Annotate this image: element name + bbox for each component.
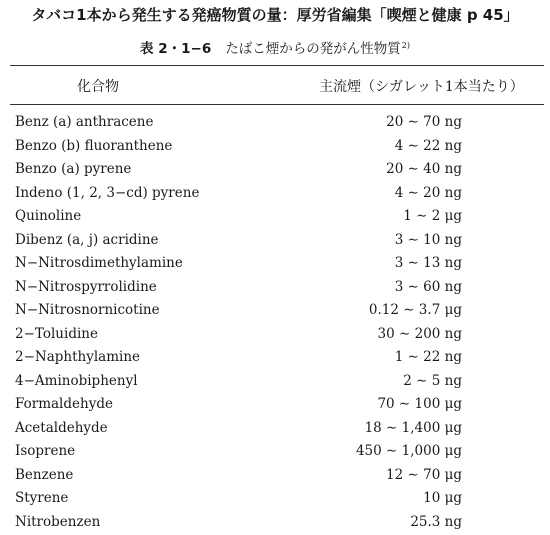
mainstream-smoke-amount: 0.12 ∼ 3.7 μg [300, 302, 462, 318]
mainstream-smoke-amount: 4 ∼ 22 ng [300, 138, 462, 154]
table-row [0, 253, 550, 277]
compound-name: Benzo (a) pyrene [15, 161, 131, 177]
table-row [0, 230, 550, 254]
table-header-rule [10, 104, 544, 105]
table-row [0, 324, 550, 348]
column-header-mainstream-smoke: 主流煙（シガレット1本当たり） [319, 76, 524, 96]
compound-name: Nitrobenzen [15, 514, 100, 530]
compound-name: N−Nitrosnornicotine [15, 302, 160, 318]
table-label: 表 2・1−6 [140, 41, 211, 57]
mainstream-smoke-amount: 450 ∼ 1,000 μg [300, 443, 462, 459]
table-body [0, 112, 550, 535]
mainstream-smoke-amount: 18 ∼ 1,400 μg [300, 420, 462, 436]
mainstream-smoke-amount: 2 ∼ 5 ng [300, 373, 462, 389]
mainstream-smoke-amount: 25.3 ng [300, 514, 462, 530]
table-row [0, 277, 550, 301]
table-row [0, 159, 550, 183]
table-title-note: 2) [402, 41, 410, 50]
table-caption [0, 37, 550, 57]
table-row [0, 441, 550, 465]
mainstream-smoke-amount: 12 ∼ 70 μg [300, 467, 462, 483]
compound-name: N−Nitrospyrrolidine [15, 279, 157, 295]
compound-name: Dibenz (a, j) acridine [15, 232, 159, 248]
compound-name: Benz (a) anthracene [15, 114, 153, 130]
mainstream-smoke-amount: 3 ∼ 10 ng [300, 232, 462, 248]
mainstream-smoke-amount: 20 ∼ 40 ng [300, 161, 462, 177]
table-row [0, 512, 550, 535]
mainstream-smoke-amount: 1 ∼ 22 ng [300, 349, 462, 365]
table-row [0, 488, 550, 512]
compound-name: 4−Aminobiphenyl [15, 373, 138, 389]
mainstream-smoke-amount: 3 ∼ 60 ng [300, 279, 462, 295]
mainstream-smoke-amount: 70 ∼ 100 μg [300, 396, 462, 412]
table-row [0, 183, 550, 207]
compound-name: Benzene [15, 467, 73, 483]
compound-name: Isoprene [15, 443, 75, 459]
table-top-rule [10, 65, 544, 66]
mainstream-smoke-amount: 1 ∼ 2 μg [300, 208, 462, 224]
table-row [0, 206, 550, 230]
compound-name: Formaldehyde [15, 396, 113, 412]
mainstream-smoke-amount: 20 ∼ 70 ng [300, 114, 462, 130]
compound-name: N−Nitrosdimethylamine [15, 255, 183, 271]
table-row [0, 300, 550, 324]
table-row [0, 418, 550, 442]
compound-name: Styrene [15, 490, 68, 506]
compound-name: Quinoline [15, 208, 81, 224]
mainstream-smoke-amount: 30 ∼ 200 ng [300, 326, 462, 342]
table-row [0, 465, 550, 489]
table-row [0, 394, 550, 418]
table-row [0, 136, 550, 160]
table-row [0, 371, 550, 395]
table-row [0, 112, 550, 136]
compound-name: 2−Naphthylamine [15, 349, 140, 365]
table-row [0, 347, 550, 371]
table-title: たばこ煙からの発がん性物質 [225, 41, 401, 57]
compound-name: Indeno (1, 2, 3−cd) pyrene [15, 185, 199, 201]
column-header-compound: 化合物 [77, 76, 119, 96]
mainstream-smoke-amount: 10 μg [300, 490, 462, 506]
mainstream-smoke-amount: 4 ∼ 20 ng [300, 185, 462, 201]
compound-name: Benzo (b) fluoranthene [15, 138, 172, 154]
compound-name: 2−Toluidine [15, 326, 98, 342]
compound-name: Acetaldehyde [15, 420, 108, 436]
mainstream-smoke-amount: 3 ∼ 13 ng [300, 255, 462, 271]
document-heading: タバコ1本から発生する発癌物質の量：厚労省編集「喫煙と健康 p 45」 [0, 4, 550, 25]
